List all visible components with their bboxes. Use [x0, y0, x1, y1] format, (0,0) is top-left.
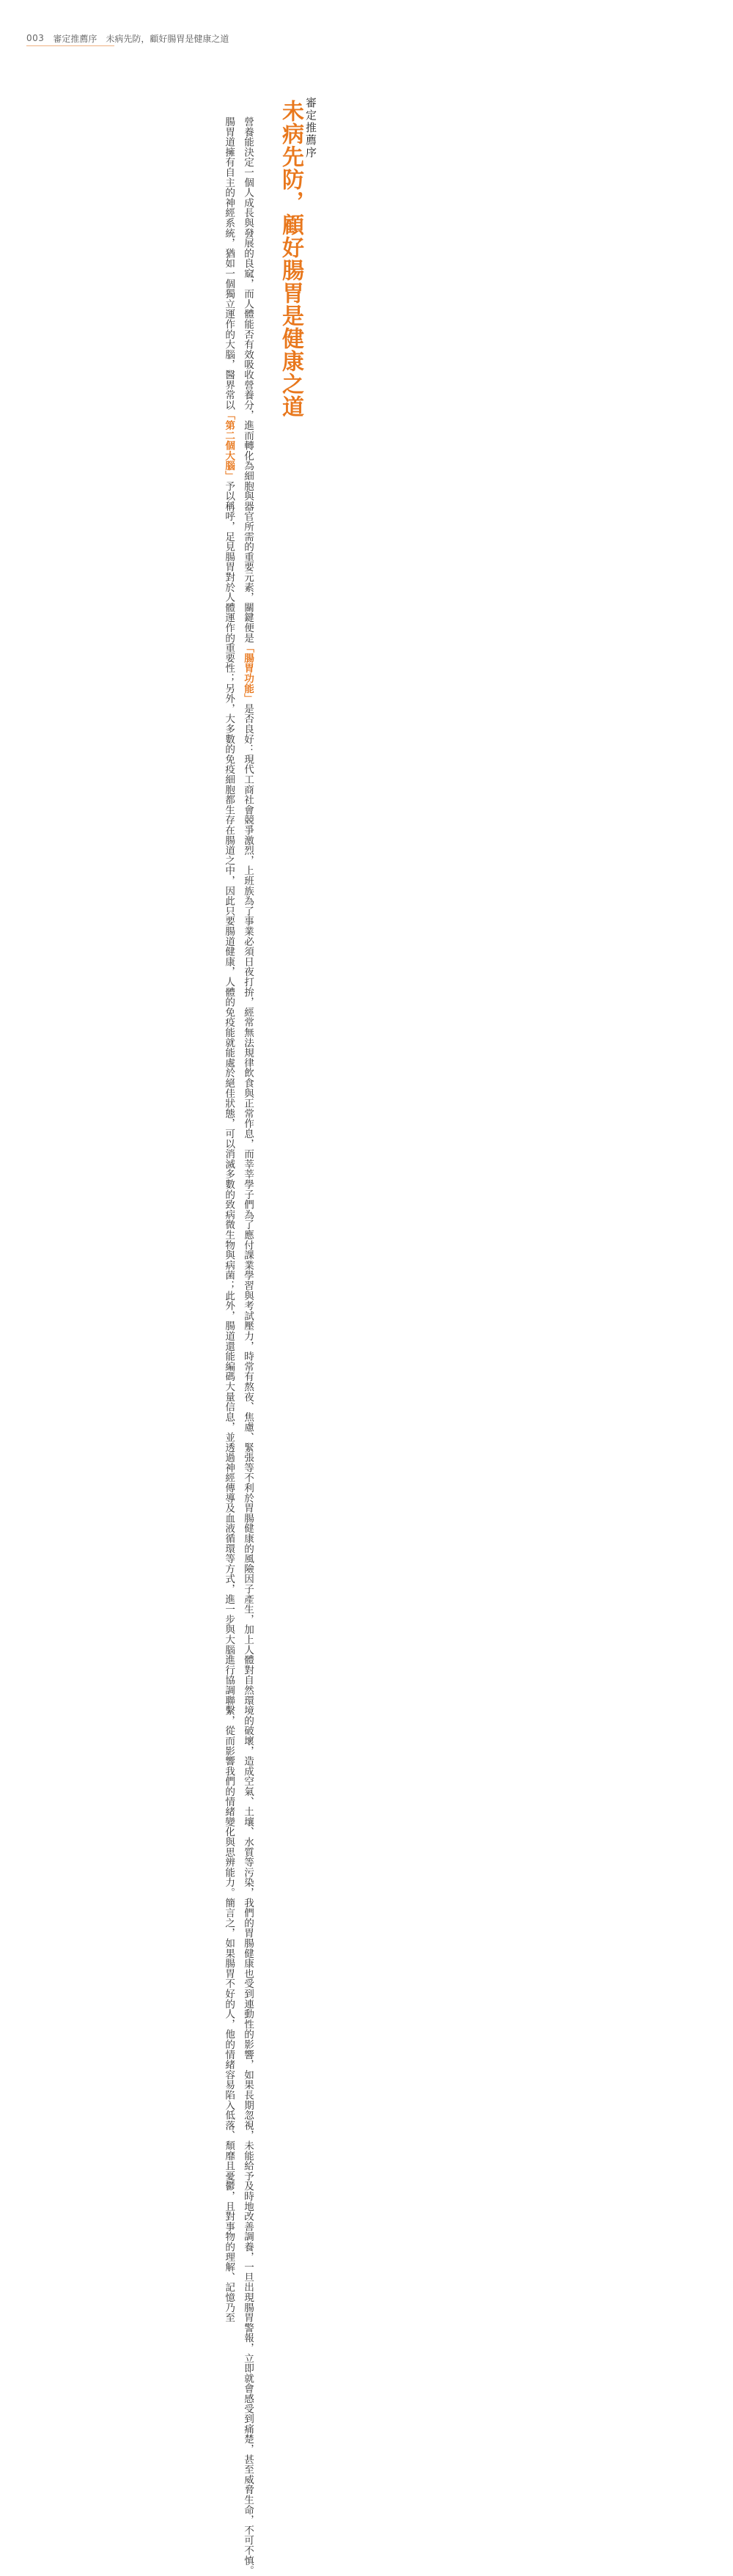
highlight-term: 「第二個大腦」	[223, 410, 235, 481]
paragraph-text: 營養能決定一個人成長與發展的良窳，而人體能否有效吸收營養分，進而轉化為細胞與器官所需的重要元素，關鍵便是	[242, 117, 254, 643]
body-text	[37, 97, 257, 2576]
paragraph	[237, 97, 257, 2576]
highlight-term: 「腸胃功能」	[242, 642, 254, 704]
page-number: 003	[26, 33, 45, 43]
section-label: 審定推薦序	[304, 97, 317, 159]
header-section: 審定推薦序	[53, 33, 97, 44]
header-rule	[26, 45, 114, 46]
chapter-title: 未病先防，顧好腸胃是健康之道	[278, 100, 303, 418]
paragraph	[218, 97, 237, 2323]
running-header	[26, 31, 229, 45]
paragraph-text: 是否良好：現代工商社會競爭激烈，上班族為了事業必須日夜打拚，經常無法規律飲食與正常作息，而莘莘學子們為了應付課業學習與考試壓力，時常有熬夜、焦慮、緊張等不利於胃腸健康的風險因子產生，加上人體對自然環境的破壞，造成空氣、土壤、水質等污染，我們的胃腸健康也受到連動性的影響，如果長期忽視，未能給予及時地改善調養，一旦出現腸胃警報，立即就會感受到痛楚，甚至威脅生命，不可不慎。	[242, 703, 254, 2576]
header-subtitle: 未病先防，顧好腸胃是健康之道	[106, 33, 229, 44]
paragraph-text: 腸胃道擁有自主的神經系統，猶如一個獨立運作的大腦，醫界常以	[223, 117, 235, 411]
paragraph-text: 予以稱呼，足見腸胃對於人體運作的重要性；另外，大多數的免疫細胞都生存在腸道之中，因此只要腸道健康，人體的免疫能就能處於絕佳狀態，可以消滅多數的致病微生物與病菌；此外，腸道還能編碼大量信息，並透過神經傳導及血液循環等方式，進一步與大腦進行協調聯繫，從而影響我們的情緒變化與思辨能力。簡言之，如果腸胃不好的人，他的情緒容易陷入低落、頹靡且憂鬱，且對事物的理解、記憶乃至	[223, 481, 235, 2323]
